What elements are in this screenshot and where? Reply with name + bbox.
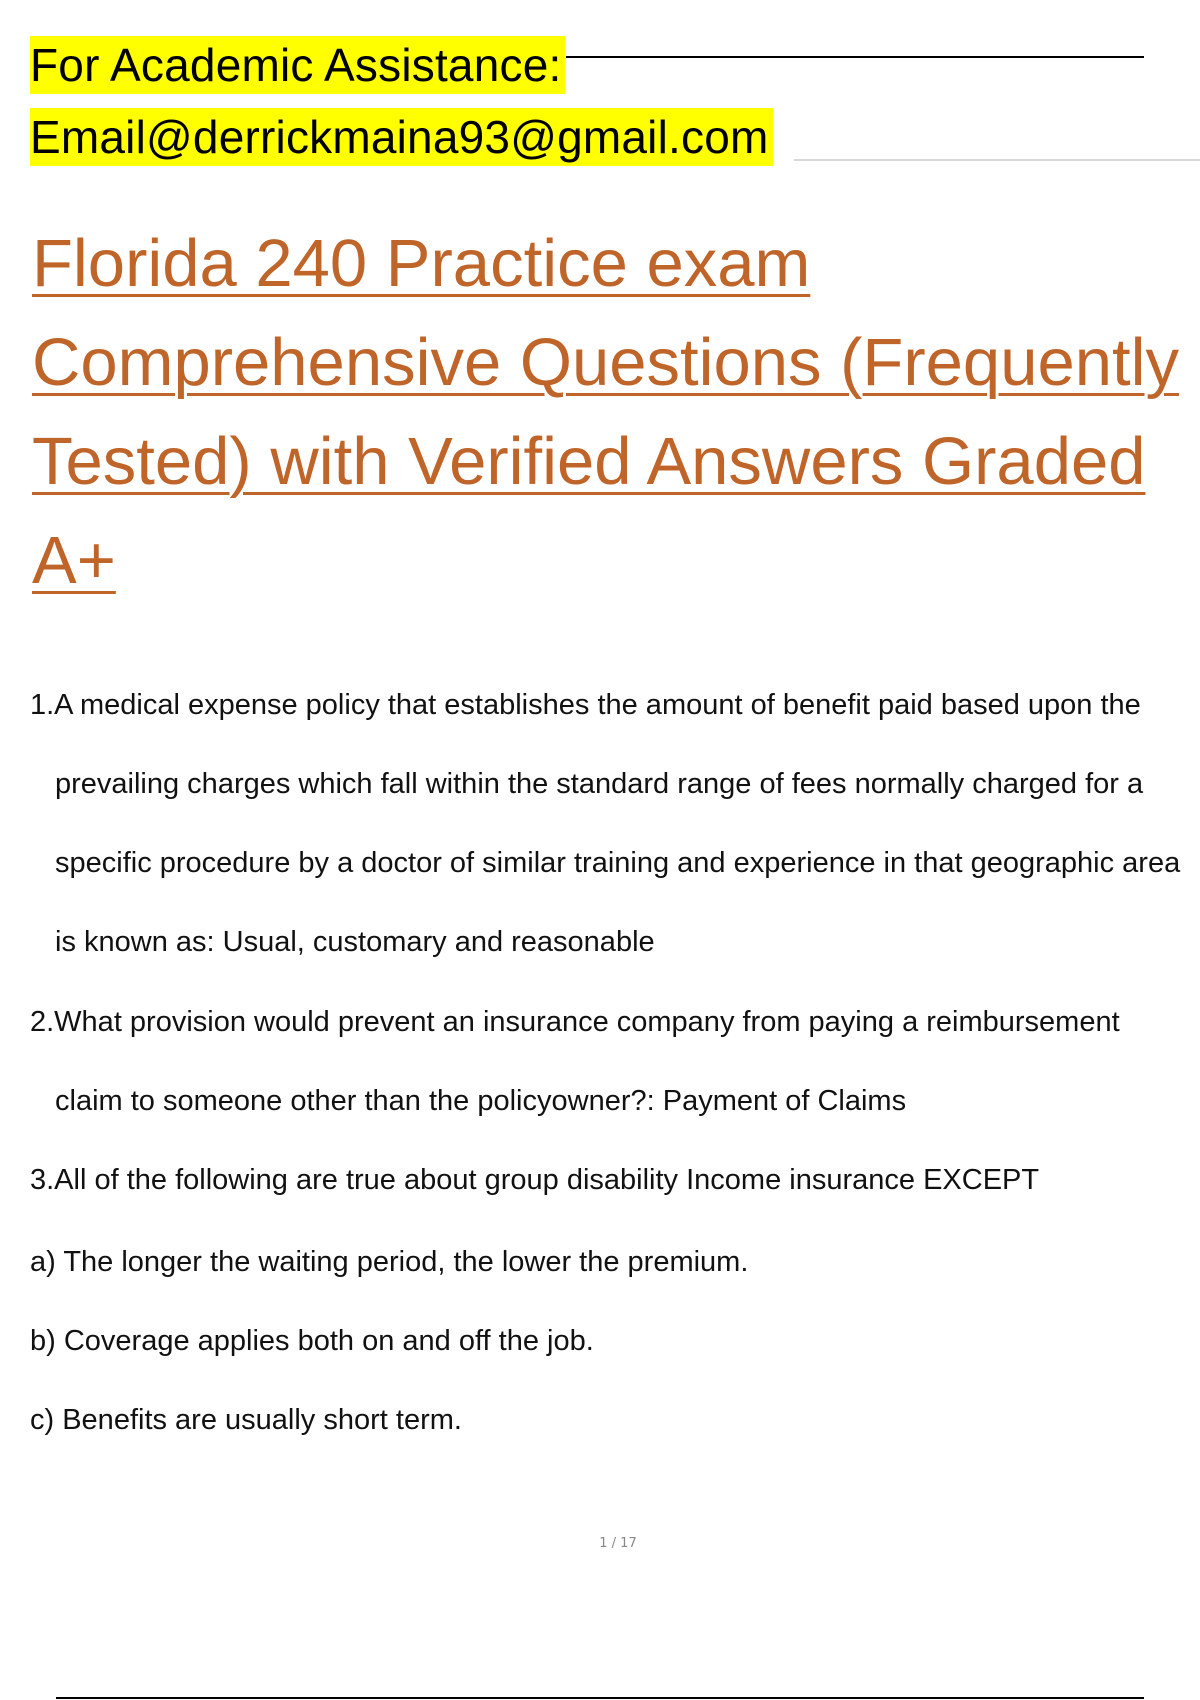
- answer-option-b: b) Coverage applies both on and off the job.: [30, 1325, 594, 1357]
- title-line-text: A+: [32, 523, 116, 598]
- title-line: [32, 313, 1182, 412]
- question-1-line: specific procedure by a doctor of similar training and experience in that geographic area: [55, 847, 1181, 879]
- header-rule-light: [794, 159, 1200, 161]
- footer-rule: [56, 1697, 1144, 1699]
- question-2-line: 2.What provision would prevent an insurance company from paying a reimbursement: [30, 1006, 1120, 1038]
- question-1-line: is known as: Usual, customary and reasonable: [55, 926, 655, 958]
- question-1-line: 1.A medical expense policy that establishes the amount of benefit paid based upon the: [30, 689, 1141, 721]
- contact-label: For Academic Assistance:: [30, 36, 565, 94]
- question-1-line: prevailing charges which fall within the standard range of fees normally charged for a: [55, 768, 1144, 800]
- answer-option-a: a) The longer the waiting period, the lower the premium.: [30, 1246, 749, 1278]
- question-2-line: claim to someone other than the policyowner?: Payment of Claims: [55, 1085, 907, 1117]
- contact-email: Email@derrickmaina93@gmail.com: [30, 108, 773, 166]
- title-line: [32, 412, 1182, 511]
- page-indicator: 1 / 17: [599, 1536, 637, 1551]
- header-rule: [566, 56, 1144, 58]
- question-3-stem: 3.All of the following are true about group disability Income insurance EXCEPT: [30, 1164, 1040, 1196]
- title-line: [32, 214, 1182, 313]
- document-title: [32, 214, 1182, 610]
- title-line-text: Tested) with Verified Answers Graded: [32, 424, 1146, 499]
- title-line-text: Comprehensive Questions (Frequently: [32, 325, 1179, 400]
- answer-option-c: c) Benefits are usually short term.: [30, 1404, 462, 1436]
- title-line-text: Florida 240 Practice exam: [32, 226, 811, 301]
- title-line: [32, 511, 1182, 610]
